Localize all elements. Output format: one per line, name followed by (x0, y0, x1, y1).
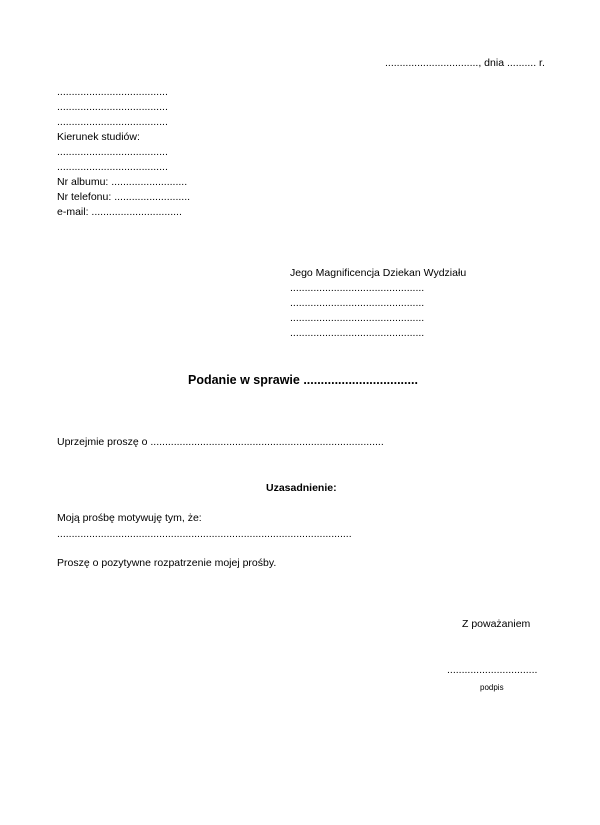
sender-line-4: ...................................... (57, 146, 168, 158)
album-number: Nr albumu: .......................... (57, 176, 188, 188)
signature-label: podpis (480, 683, 504, 692)
sender-line-3: ...................................... (57, 116, 168, 128)
recipient-line-4: .............................................. (290, 327, 425, 339)
recipient-line-2: .............................................. (290, 297, 425, 309)
phone-number: Nr telefonu: .......................... (57, 191, 191, 203)
signature-dots: ............................... (447, 664, 538, 676)
justification-heading: Uzasadnienie: (266, 482, 337, 494)
regards: Z poważaniem (462, 618, 531, 630)
recipient-line-3: .............................................. (290, 312, 425, 324)
recipient-title: Jego Magnificencja Dziekan Wydziału (290, 267, 467, 279)
sender-line-2: ...................................... (57, 101, 168, 113)
request-line: Uprzejmie proszę o ................................................................................ (57, 436, 384, 448)
subject-title: Podanie w sprawie ................................. (188, 373, 418, 387)
field-of-study-label: Kierunek studiów: (57, 131, 140, 143)
recipient-line-1: .............................................. (290, 282, 425, 294)
closing-request: Proszę o pozytywne rozpatrzenie mojej prośby. (57, 557, 277, 569)
justification-dots: ..................................................................................................... (57, 528, 352, 540)
sender-line-1: ...................................... (57, 86, 168, 98)
sender-line-5: ...................................... (57, 161, 168, 173)
justification-intro: Moją prośbę motywuję tym, że: (57, 512, 202, 524)
email-address: e-mail: ............................... (57, 206, 182, 218)
date-line: ................................, dnia .......... r. (385, 57, 545, 69)
